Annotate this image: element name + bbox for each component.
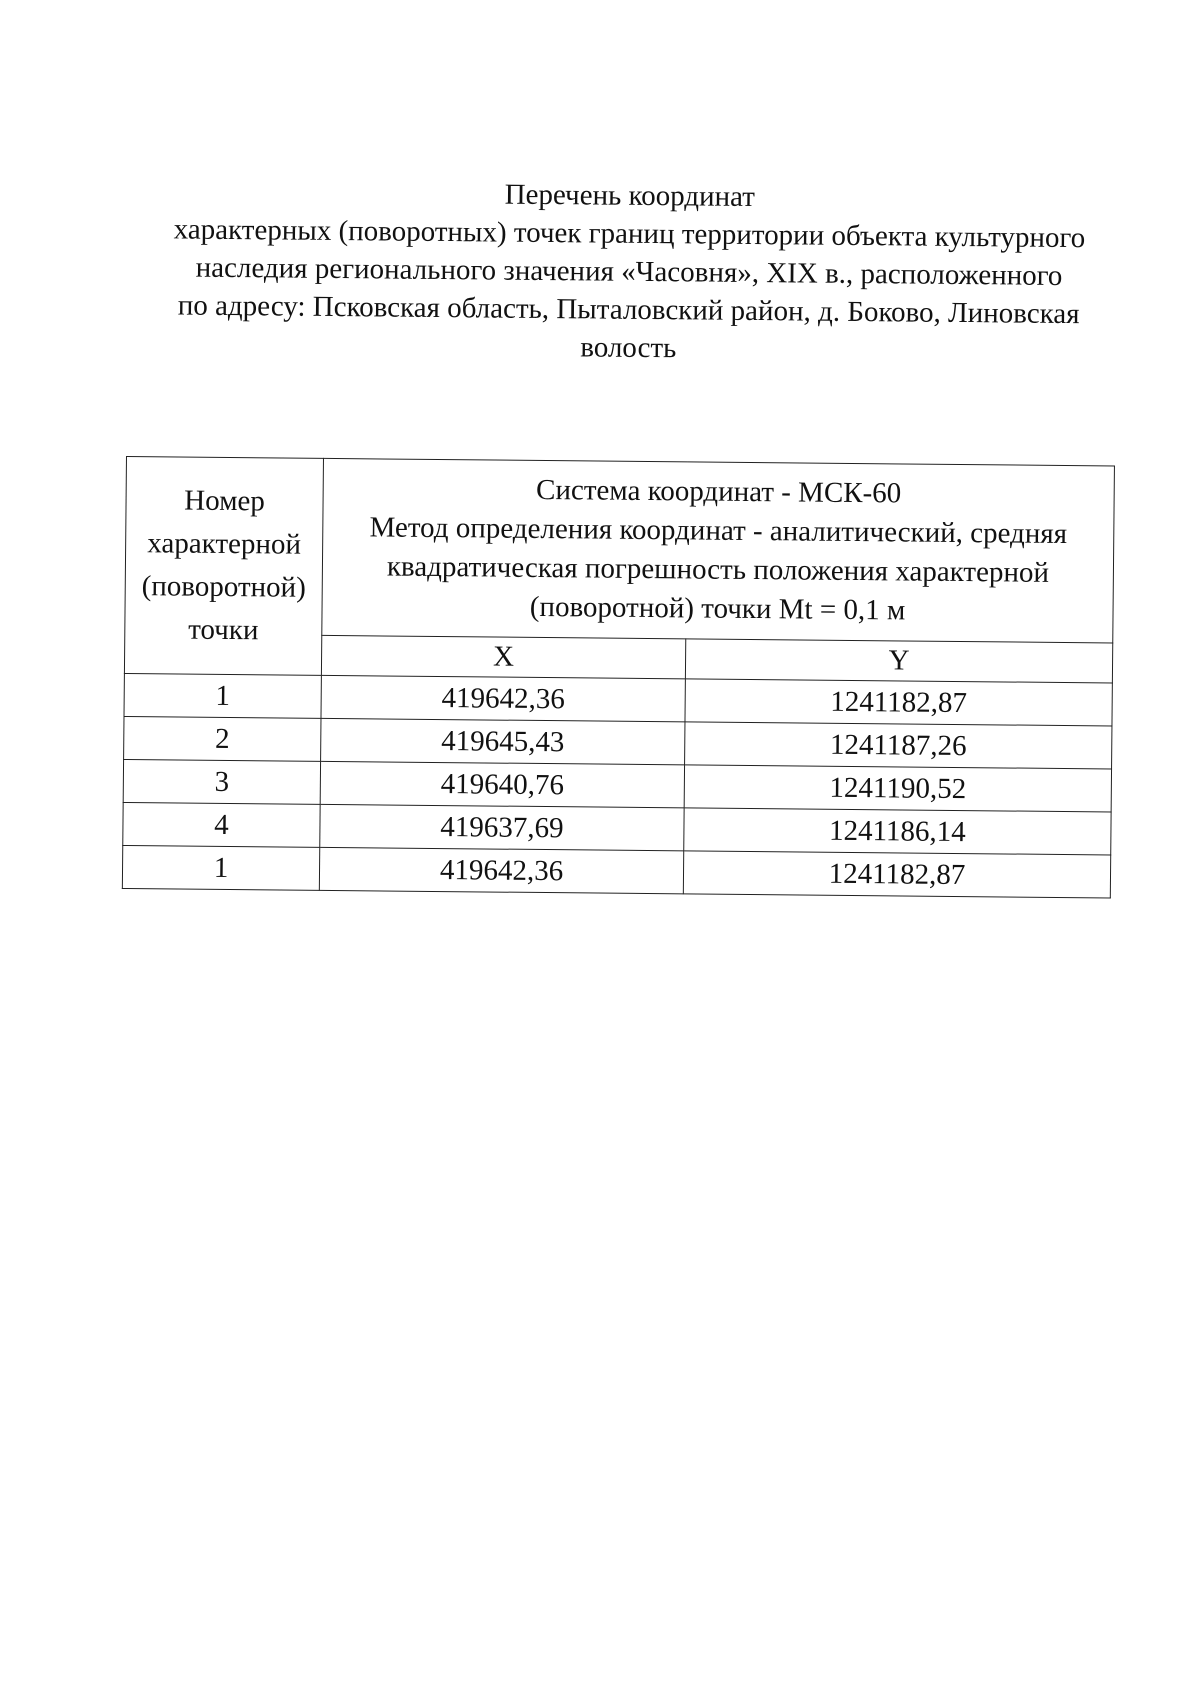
y-coordinate-cell: 1241182,87 [685,679,1112,726]
y-coordinate-cell: 1241182,87 [683,851,1110,898]
y-coordinate-cell: 1241187,26 [685,722,1112,769]
x-column-header: X [321,635,685,679]
document-title [128,172,1130,372]
y-coordinate-cell: 1241186,14 [684,808,1111,855]
title-line: волость [580,331,677,365]
x-coordinate-cell: 419642,36 [319,847,683,893]
point-number-header [124,457,323,676]
coordinate-system-header [322,458,1115,642]
title-line: наследия регионального значения «Часовня», XIX в., расположенного [195,251,1063,292]
x-coordinate-cell: 419640,76 [320,761,684,807]
point-number-cell: 2 [124,716,321,761]
point-number-cell: 3 [123,759,320,804]
title-line: Перечень координат [504,178,756,213]
point-number-cell: 4 [123,802,320,847]
table-row [122,845,1110,897]
title-line: характерных (поворотных) точек границ территории объекта культурного [173,213,1086,255]
system-header-line: квадратическая погрешность положения характерной [386,550,1050,589]
system-header-line: (поворотной) точки Mt = 0,1 м [529,590,906,627]
x-coordinate-cell: 419637,69 [320,804,684,850]
table-header-row [125,457,1115,643]
point-header-line: Номер [184,484,266,518]
point-header-line: (поворотной) [141,570,306,604]
title-line: по адресу: Псковская область, Пыталовский район, д. Боково, Линовская [177,289,1080,331]
point-header-line: характерной [147,527,302,561]
x-coordinate-cell: 419645,43 [321,718,685,764]
point-number-cell: 1 [124,673,321,718]
point-number-cell: 1 [122,845,319,890]
system-header-line: Система координат - МСК-60 [535,473,902,510]
point-header-line: точки [188,613,259,647]
y-column-header: Y [685,639,1112,683]
y-coordinate-cell: 1241190,52 [684,765,1111,812]
system-header-line: Метод определения координат - аналитический, средняя [369,511,1068,550]
coordinates-table [122,456,1115,898]
x-coordinate-cell: 419642,36 [321,675,685,721]
